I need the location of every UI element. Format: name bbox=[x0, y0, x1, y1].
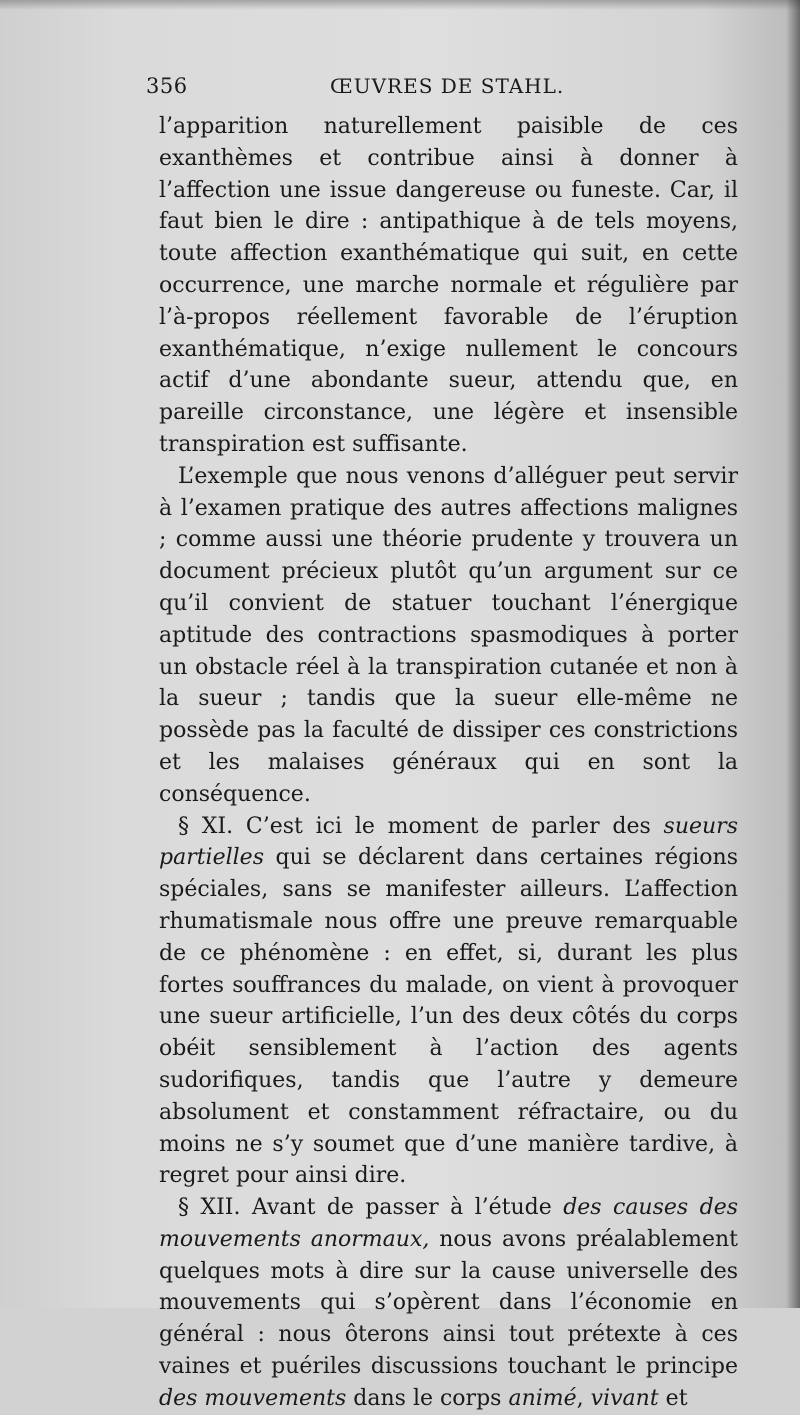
section-xii-italic-4: vivant bbox=[590, 1385, 659, 1411]
section-xii-text-4: , bbox=[576, 1385, 591, 1411]
paragraph-1 bbox=[159, 111, 738, 461]
section-xii-italic-1: des causes des mouvements anormaux, bbox=[159, 1195, 739, 1252]
section-xi-text-2: qui se déclarent dans certaines régions spéciales, sans se manifester ailleurs. L’affection rhumatismale nous offre une preuve remarquable de ce phénomène : en effet, si, durant les plus fortes souffrances du malade, on vient à provoquer une sueur artificielle, l’un des deux côtés du corps obéit sensiblement à l’action des agents sudorifiques, tandis que l’autre y demeure absolument et constamment réfractaire, ou du moins ne s’y soumet que d’une manière tardive, à regret pour ainsi dire. bbox=[159, 845, 738, 1189]
paragraph-1-text: l’apparition naturellement paisible de ces exanthèmes et contribue ainsi à donner à l’affection une issue dangereuse ou funeste. Car, il faut bien le dire : antipathique à de tels moyens, toute affection exanthématique qui suit, en cette occurrence, une marche normale et régulière par l’à-propos réellement favorable de l’éruption exanthématique, n’exige nullement le concours actif d’une abondante sueur, attendu que, en pareille circonstance, une légère et insensible transpiration est suffisante. bbox=[159, 114, 738, 457]
running-header bbox=[146, 70, 736, 102]
page-edge-shadow bbox=[786, 0, 800, 1308]
page-top-shadow bbox=[0, 0, 800, 10]
section-xi-italic-term: sueurs partielles bbox=[159, 813, 738, 871]
running-title: ŒUVRES DE STAHL. bbox=[330, 74, 565, 98]
body-text bbox=[159, 111, 738, 1415]
section-xii-italic-2: des mouvements bbox=[159, 1385, 347, 1411]
page-number: 356 bbox=[146, 74, 188, 98]
section-xi-text-1: § XI. C’est ici le moment de parler des bbox=[178, 813, 664, 839]
paragraph-section-xi bbox=[159, 811, 738, 1193]
section-xii-text-3: dans le corps bbox=[346, 1385, 509, 1411]
section-xii-text-1: § XII. Avant de passer à l’étude bbox=[178, 1195, 564, 1221]
paragraph-2-text: L’exemple que nous venons d’alléguer peut servir à l’examen pratique des autres affections malignes ; comme aussi une théorie prudente y trouvera un document précieux plutôt qu’un argument sur ce qu’il convient de statuer touchant l’énergique aptitude des contractions spasmodiques à porter un obstacle réel à la transpiration cutanée et non à la sueur ; tandis que la sueur elle-même ne possède pas la faculté de dissiper ces constrictions et les malaises généraux qui en sont la conséquence. bbox=[159, 463, 738, 807]
section-xii-text-5: et bbox=[658, 1385, 688, 1411]
section-xii-text-2: nous avons préalablement quelques mots à dire sur la cause universelle des mouvements qui s’opèrent dans l’économie en général : nous ôterons ainsi tout prétexte à ces vaines et puériles discussions touchant le principe bbox=[159, 1226, 738, 1380]
paragraph-2 bbox=[159, 461, 738, 811]
section-xii-italic-3: animé bbox=[508, 1385, 577, 1411]
paragraph-section-xii bbox=[159, 1192, 738, 1415]
